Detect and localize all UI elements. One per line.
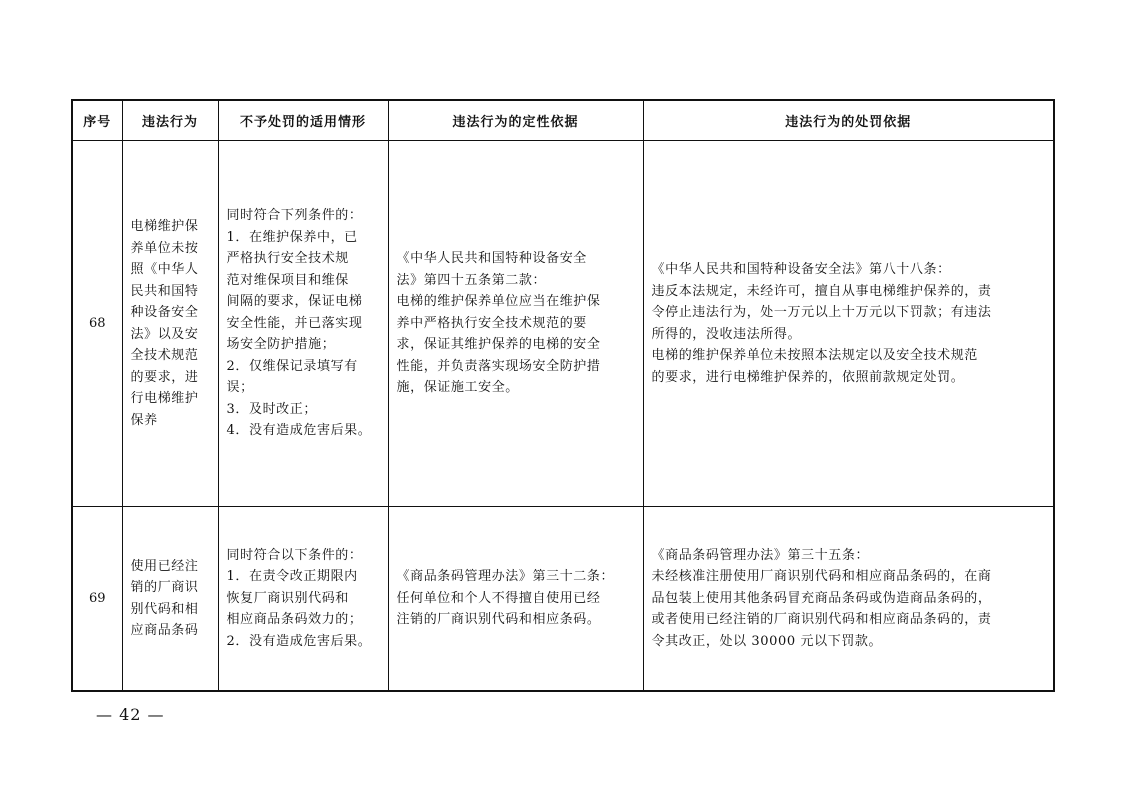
header-seq: 序号 [72,100,122,141]
qualification-basis-cell: 《商品条码管理办法》第三十二条： 任何单位和个人不得擅自使用已经 注销的厂商识别代码和相应条码。 [388,507,643,692]
row-number: 68 [72,141,122,507]
table-header-row [72,100,1054,141]
penalty-basis-cell: 《中华人民共和国特种设备安全法》第八十八条： 违反本法规定，未经许可，擅自从事电梯维护保养的，责 令停止违法行为，处一万元以上十万元以下罚款；有违法 所得的，没收违法所得。 电梯的维护保养单位未按照本法规定以及安全技术规范 的要求，进行电梯维护保养的，依照前款规定处罚。 [643,141,1054,507]
penalty-table [71,99,1055,692]
row-number: 69 [72,507,122,692]
page-number: — 42 — [96,705,165,724]
penalty-basis-cell: 《商品条码管理办法》第三十五条： 未经核准注册使用厂商识别代码和相应商品条码的，在商 品包装上使用其他条码冒充商品条码或伪造商品条码的， 或者使用已经注销的厂商识别代码和相应商品条码的，责 令其改正，处以 30000 元以下罚款。 [643,507,1054,692]
header-qualification-basis: 违法行为的定性依据 [388,100,643,141]
table-row [72,507,1054,692]
table-row [72,141,1054,507]
header-exemption-conditions: 不予处罚的适用情形 [218,100,388,141]
exemption-cell: 同时符合以下条件的： 1．在责令改正期限内 恢复厂商识别代码和 相应商品条码效力的； 2．没有造成危害后果。 [218,507,388,692]
violation-cell: 使用已经注 销的厂商识 别代码和相 应商品条码 [122,507,218,692]
header-violation: 违法行为 [122,100,218,141]
exemption-cell: 同时符合下列条件的： 1．在维护保养中，已 严格执行安全技术规 范对维保项目和维保 间隔的要求，保证电梯 安全性能，并已落实现 场安全防护措施； 2．仅维保记录填写有 误； 3．及时改正； 4．没有造成危害后果。 [218,141,388,507]
header-penalty-basis: 违法行为的处罚依据 [643,100,1054,141]
qualification-basis-cell: 《中华人民共和国特种设备安全 法》第四十五条第二款： 电梯的维护保养单位应当在维护保 养中严格执行安全技术规范的要 求，保证其维护保养的电梯的安全 性能，并负责落实现场安全防护措 施，保证施工安全。 [388,141,643,507]
violation-cell: 电梯维护保 养单位未按 照《中华人 民共和国特 种设备安全 法》以及安 全技术规范 的要求，进 行电梯维护 保养 [122,141,218,507]
